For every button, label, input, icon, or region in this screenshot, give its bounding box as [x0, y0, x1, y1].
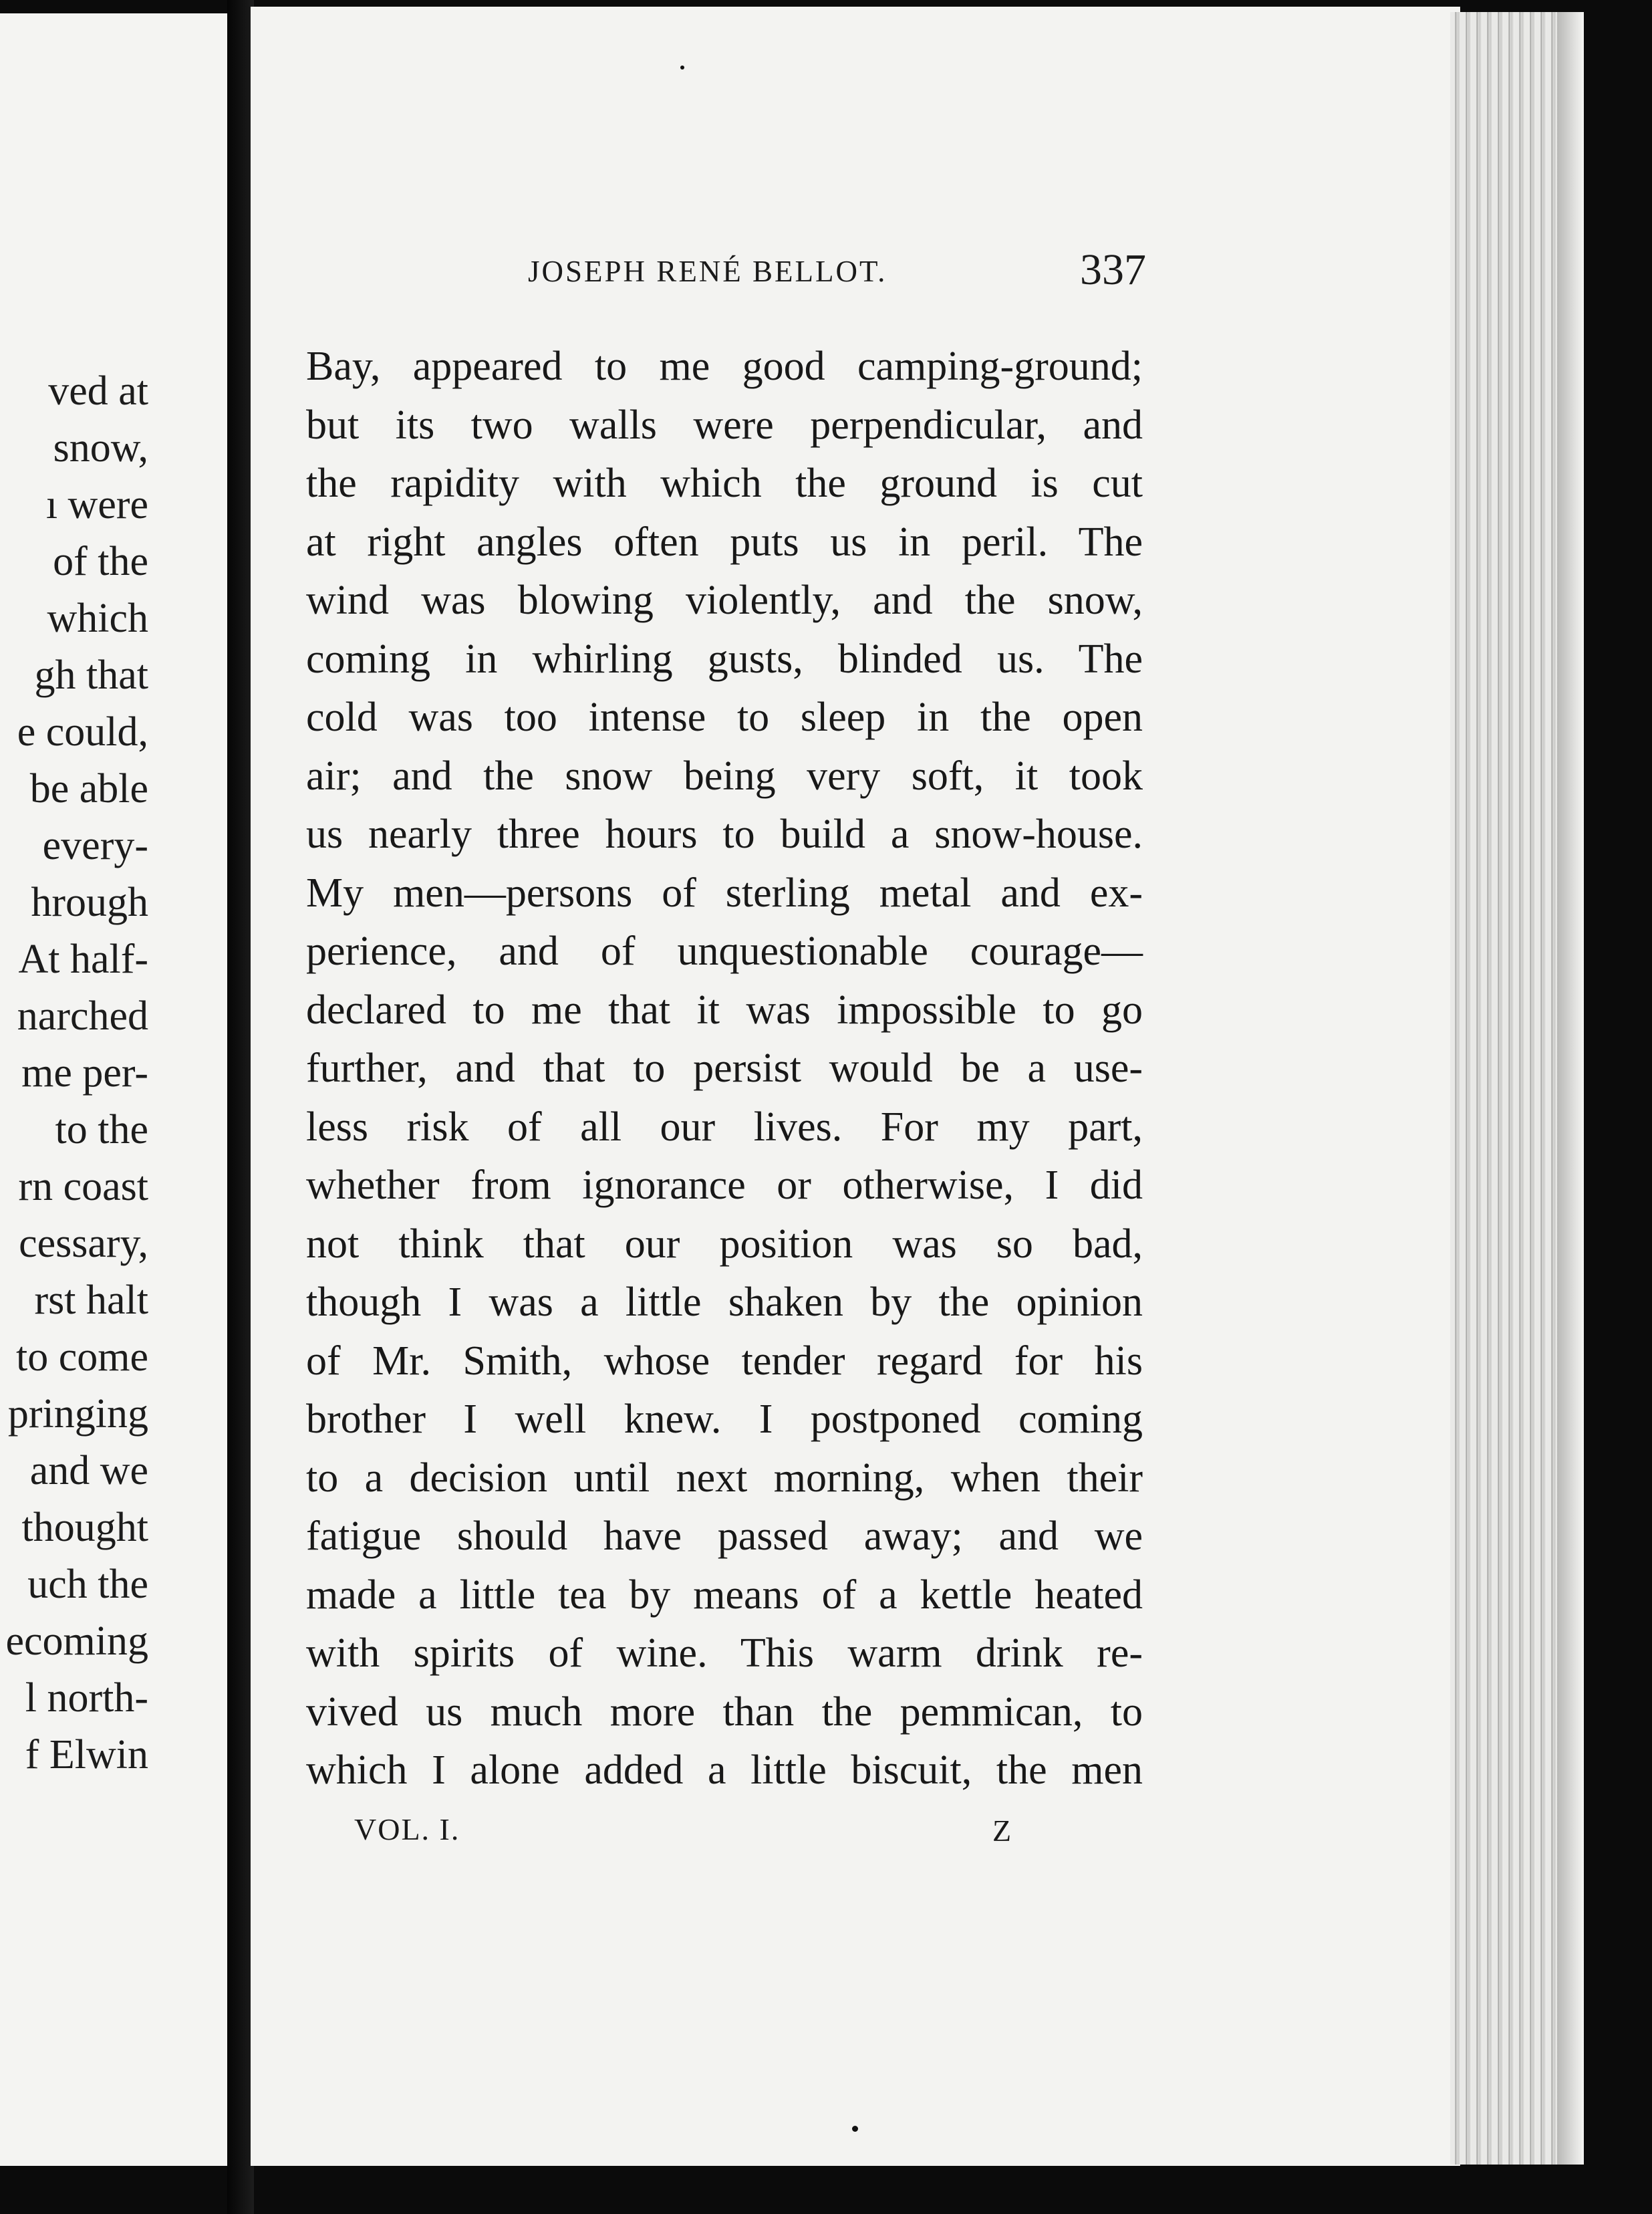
signature-mark: Z: [992, 1814, 1012, 1848]
left-page-fragment: every-: [42, 823, 148, 868]
left-page-fragment: of the: [53, 539, 148, 584]
text-line: Bay, appeared to me good camping-ground;: [306, 344, 1143, 389]
left-page-fragment: ved at: [48, 368, 148, 414]
text-line: made a little tea by means of a kettle heated: [306, 1572, 1143, 1618]
left-page-fragment: gh that: [34, 652, 148, 698]
left-page-fragment: which: [47, 596, 148, 641]
text-line: declared to me that it was impossible to go: [306, 987, 1143, 1033]
left-page-fragment: me per-: [21, 1050, 148, 1096]
page-edge-shade: [1557, 12, 1584, 2165]
left-page-fragment: be able: [29, 766, 148, 812]
text-line: at right angles often puts us in peril. The: [306, 519, 1143, 565]
body-text: [306, 338, 1143, 1800]
left-page-fragment: hrough: [31, 880, 148, 925]
left-page-fragment: ecoming: [5, 1618, 148, 1664]
left-page-fragment: ı were: [45, 482, 148, 527]
left-page-fragment: to come: [16, 1334, 148, 1380]
left-page-fragment: and we: [29, 1448, 148, 1493]
text-line: with spirits of wine. This warm drink re-: [306, 1630, 1143, 1676]
text-line: the rapidity with which the ground is cut: [306, 461, 1143, 506]
gutter-shadow: [227, 0, 254, 2214]
ink-fleck: [680, 66, 684, 70]
left-page-fragment: thought: [21, 1505, 148, 1550]
text-line: coming in whirling gusts, blinded us. The: [306, 636, 1143, 682]
text-line: perience, and of unquestionable courage—: [306, 929, 1143, 974]
text-line: air; and the snow being very soft, it took: [306, 753, 1143, 799]
text-line: fatigue should have passed away; and we: [306, 1513, 1143, 1559]
left-page-fragment: snow,: [53, 425, 148, 471]
left-page-fragment: pringing: [7, 1391, 148, 1437]
text-line: which I alone added a little biscuit, the men: [306, 1747, 1143, 1793]
left-page-fragment: rn coast: [18, 1164, 148, 1209]
left-page-fragment: f Elwin: [25, 1732, 148, 1777]
left-page-fragment: At half-: [18, 937, 148, 982]
ink-fleck: [852, 2126, 858, 2132]
text-line: though I was a little shaken by the opinion: [306, 1279, 1143, 1325]
left-page-fragment: e could,: [17, 709, 148, 755]
left-page-fragment: l north-: [25, 1675, 148, 1721]
text-line: not think that our position was so bad,: [306, 1221, 1143, 1267]
text-line: whether from ignorance or otherwise, I did: [306, 1162, 1143, 1208]
left-page-fragment: narched: [17, 993, 148, 1039]
text-line: brother I well knew. I postponed coming: [306, 1396, 1143, 1442]
left-page-fragment: to the: [55, 1107, 148, 1152]
page-number: 337: [1080, 245, 1146, 294]
left-page-fragment: rst halt: [34, 1277, 148, 1323]
running-head: JOSEPH RENÉ BELLOT.: [528, 255, 887, 288]
text-line: wind was blowing violently, and the snow,: [306, 578, 1143, 623]
text-line: us nearly three hours to build a snow-house.: [306, 812, 1143, 857]
text-line: of Mr. Smith, whose tender regard for his: [306, 1338, 1143, 1384]
facing-page-left: [0, 13, 227, 2166]
text-line: My men—persons of sterling metal and ex-: [306, 870, 1143, 916]
left-page-fragment: cessary,: [19, 1221, 148, 1266]
page-edges: [1450, 12, 1564, 2165]
left-page-fragment: uch the: [27, 1562, 148, 1607]
text-line: but its two walls were perpendicular, and: [306, 402, 1143, 448]
text-line: vived us much more than the pemmican, to: [306, 1689, 1143, 1735]
text-line: cold was too intense to sleep in the open: [306, 695, 1143, 740]
text-line: further, and that to persist would be a use-: [306, 1046, 1143, 1091]
text-line: less risk of all our lives. For my part,: [306, 1104, 1143, 1150]
signature-line: VOL. I.: [354, 1812, 460, 1846]
text-line: to a decision until next morning, when their: [306, 1455, 1143, 1501]
